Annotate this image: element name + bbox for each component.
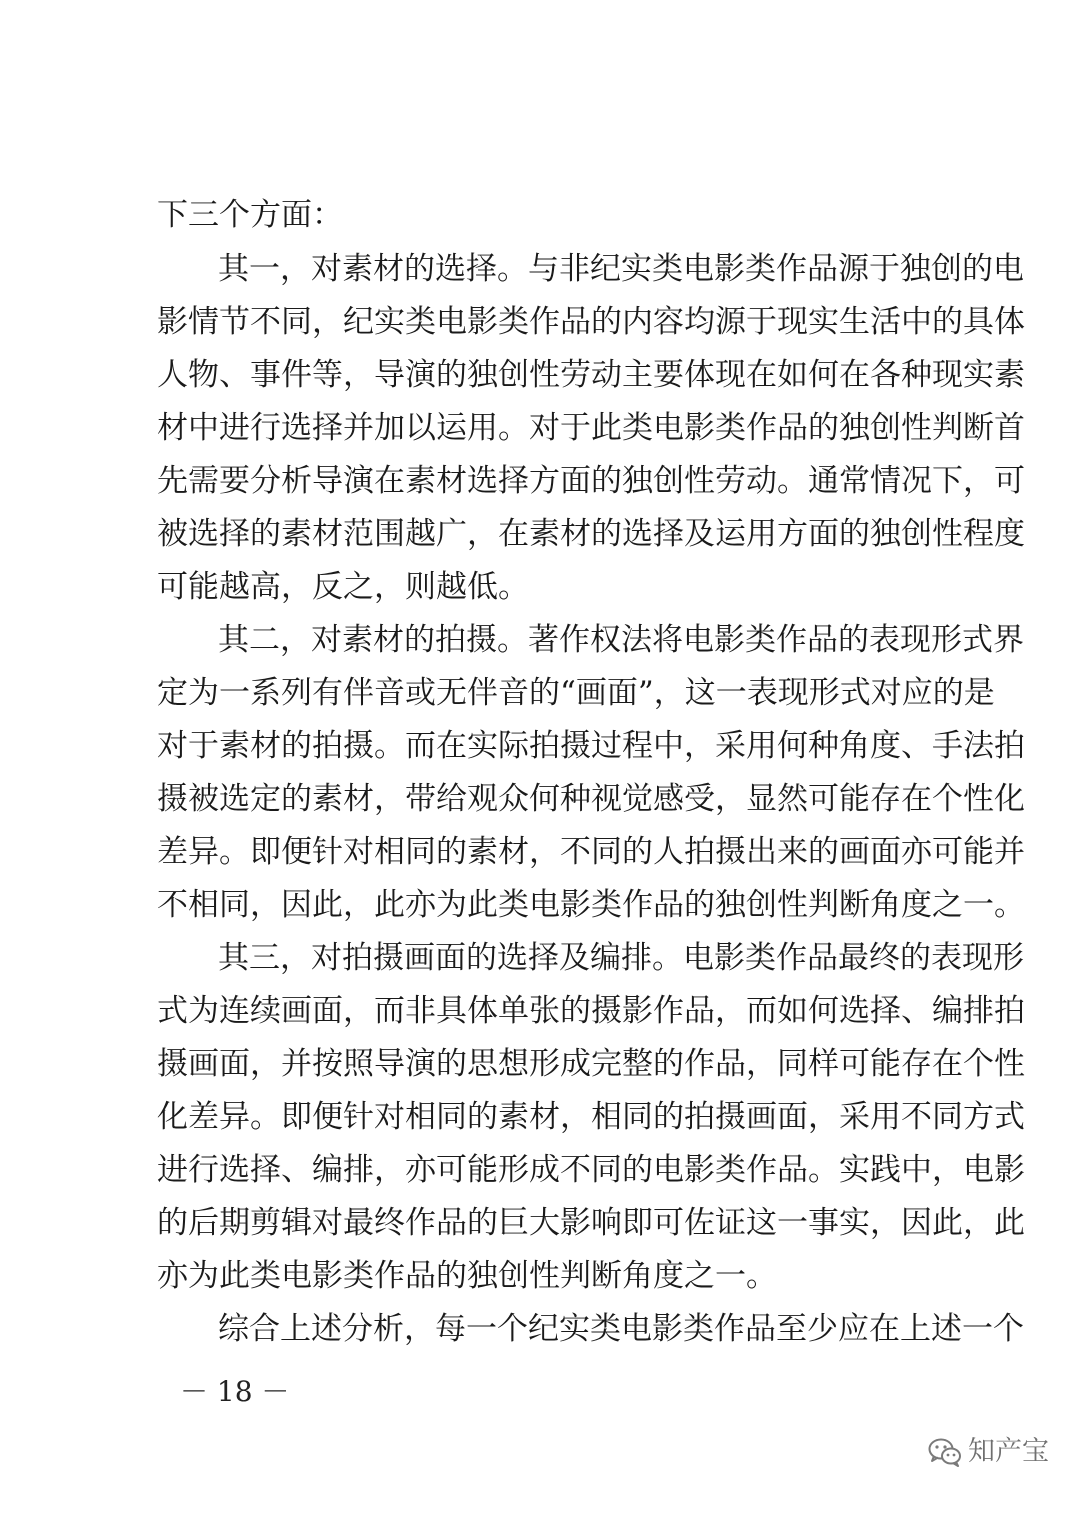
paragraph-line: 的后期剪辑对最终作品的巨大影响即可佐证这一事实，因此，此 — [157, 1205, 1025, 1241]
paragraph-line: 对于素材的拍摄。而在实际拍摄过程中，采用何种角度、手法拍 — [157, 728, 1025, 764]
paragraph-line: 差异。即便针对相同的素材，不同的人拍摄出来的画面亦可能并 — [157, 834, 1025, 870]
paragraph-line: 下三个方面： — [157, 197, 343, 233]
paragraph-line: 进行选择、编排，亦可能形成不同的电影类作品。实践中，电影 — [157, 1152, 1025, 1188]
paragraph-line: 综合上述分析，每一个纪实类电影类作品至少应在上述一个 — [218, 1311, 1024, 1347]
paragraph-line: 被选择的素材范围越广，在素材的选择及运用方面的独创性程度 — [157, 516, 1025, 552]
paragraph-line: 可能越高，反之，则越低。 — [157, 569, 529, 605]
paragraph-line: 其一，对素材的选择。与非纪实类电影类作品源于独创的电 — [218, 251, 1024, 287]
paragraph-line: 影情节不同，纪实类电影类作品的内容均源于现实生活中的具体 — [157, 304, 1025, 340]
watermark — [928, 1432, 1049, 1472]
paragraph-line: 其三，对拍摄画面的选择及编排。电影类作品最终的表现形 — [218, 940, 1024, 976]
watermark-text: 知产宝 — [968, 1436, 1049, 1467]
paragraph-line: 人物、事件等，导演的独创性劳动主要体现在如何在各种现实素 — [157, 357, 1025, 393]
paragraph-line: 摄被选定的素材，带给观众何种视觉感受，显然可能存在个性化 — [157, 781, 1025, 817]
paragraph-line: 先需要分析导演在素材选择方面的独创性劳动。通常情况下，可 — [157, 463, 1025, 499]
paragraph-line: 不相同，因此，此亦为此类电影类作品的独创性判断角度之一。 — [157, 887, 1025, 923]
paragraph-line: 式为连续画面，而非具体单张的摄影作品，而如何选择、编排拍 — [157, 993, 1025, 1029]
wechat-icon — [928, 1437, 962, 1467]
paragraph-line: 化差异。即便针对相同的素材，相同的拍摄画面，采用不同方式 — [157, 1099, 1025, 1135]
paragraph-line: 定为一系列有伴音或无伴音的“画面”，这一表现形式对应的是 — [157, 675, 995, 711]
paragraph-line: 摄画面，并按照导演的思想形成完整的作品，同样可能存在个性 — [157, 1046, 1025, 1082]
paragraph-line: 材中进行选择并加以运用。对于此类电影类作品的独创性判断首 — [157, 410, 1025, 446]
paragraph-line: 其二，对素材的拍摄。著作权法将电影类作品的表现形式界 — [218, 622, 1024, 658]
paragraph-line: 亦为此类电影类作品的独创性判断角度之一。 — [157, 1258, 777, 1294]
page-number: － 18 － — [180, 1375, 290, 1408]
